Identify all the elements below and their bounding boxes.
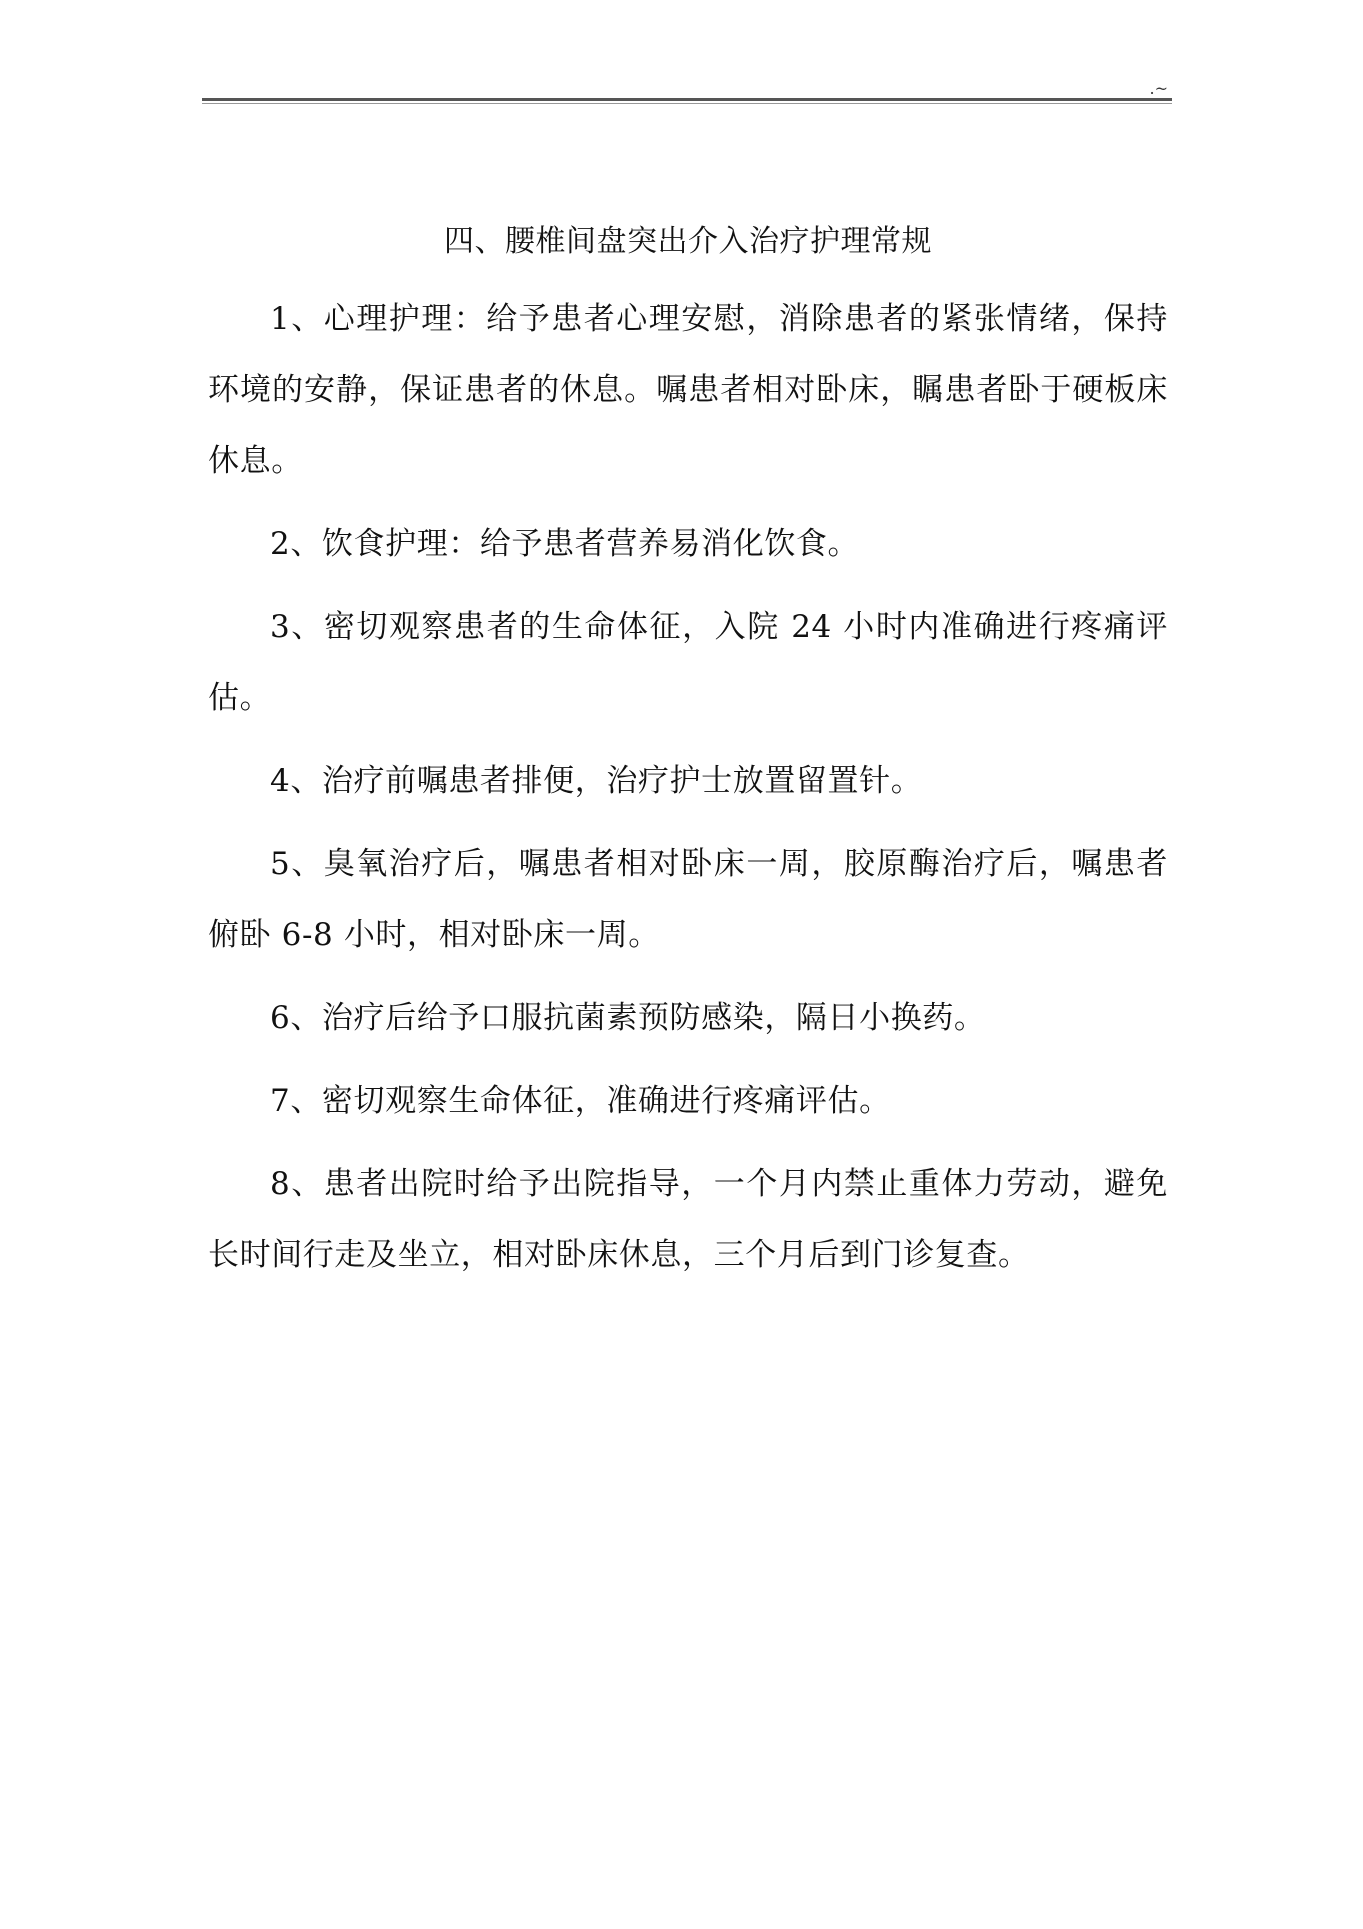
paragraph-1: 1、心理护理：给予患者心理安慰，消除患者的紧张情绪，保持环境的安静，保证患者的休息。嘱患者相对卧床，瞩患者卧于硬板床休息。 xyxy=(208,301,1168,479)
document-body xyxy=(208,212,1168,1291)
paragraph-6: 6、治疗后给予口服抗菌素预防感染，隔日小换药。 xyxy=(270,1000,986,1036)
paragraph-7: 7、密切观察生命体征，准确进行疼痛评估。 xyxy=(270,1083,891,1119)
paragraph-5: 5、臭氧治疗后，嘱患者相对卧床一周，胶原酶治疗后，嘱患者俯卧 6-8 小时，相对卧床一周。 xyxy=(208,846,1168,953)
paragraph-2: 2、饮食护理：给予患者营养易消化饮食。 xyxy=(270,526,860,562)
page-header xyxy=(202,78,1172,104)
header-rule xyxy=(202,98,1172,101)
header-mark: .~ xyxy=(1149,79,1168,98)
paragraph-4: 4、治疗前嘱患者排便，治疗护士放置留置针。 xyxy=(270,763,923,799)
header-rule-thin xyxy=(202,103,1172,104)
document-title: 四、腰椎间盘突出介入治疗护理常规 xyxy=(444,224,932,259)
paragraph-8: 8、患者出院时给予出院指导，一个月内禁止重体力劳动，避免长时间行走及坐立，相对卧床休息，三个月后到门诊复查。 xyxy=(208,1166,1168,1273)
paragraph-3: 3、密切观察患者的生命体征，入院 24 小时内准确进行疼痛评估。 xyxy=(208,609,1168,716)
